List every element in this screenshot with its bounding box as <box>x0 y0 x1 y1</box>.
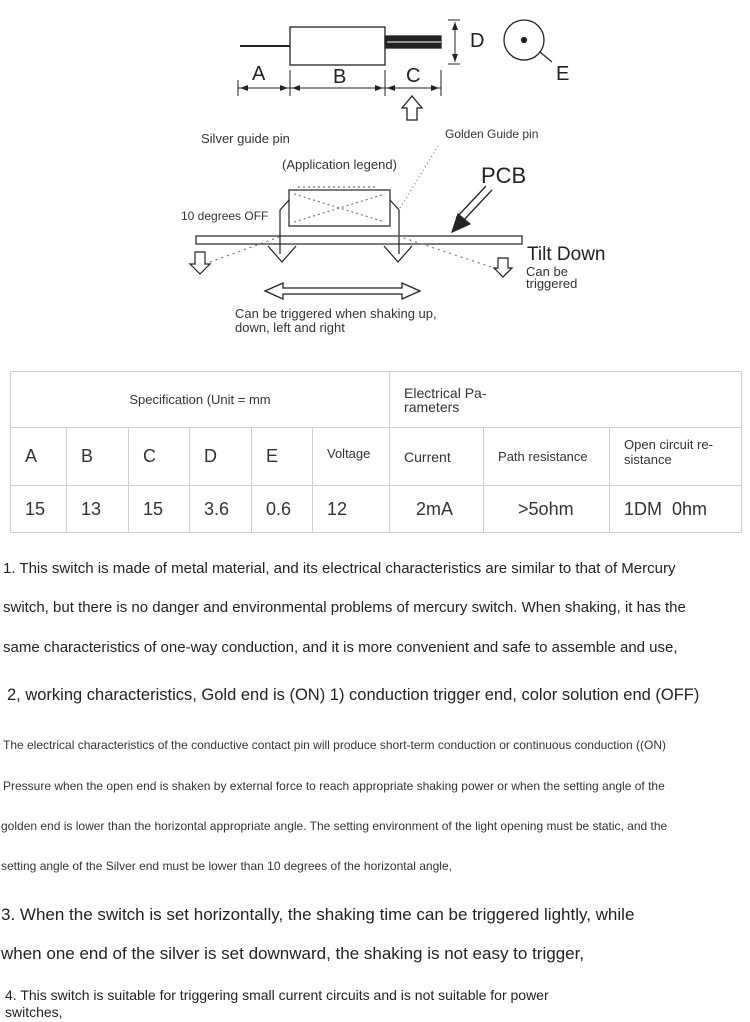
tilt-sub-label-1: Can be <box>526 264 568 279</box>
dim-label-a: A <box>252 63 266 85</box>
paragraph-2: 2, working characteristics, Gold end is (ON) 1) conduction trigger end, color solution end (OFF) <box>7 686 700 704</box>
switch-diagram <box>0 0 750 345</box>
tilt-down-label: Tilt Down <box>527 244 606 265</box>
spec-header: Specification (Unit = mm <box>11 372 390 428</box>
value-d: 3.6 <box>190 486 252 533</box>
table-group-header-row <box>11 372 742 428</box>
golden-pin-label: Golden Guide pin <box>445 127 539 141</box>
legend-label: (Application legend) <box>282 157 397 172</box>
col-header-b: B <box>67 428 129 486</box>
dim-label-b: B <box>333 66 347 88</box>
spec-table <box>10 371 742 533</box>
value-path-resistance: >5ohm <box>484 486 610 533</box>
dim-label-c: C <box>406 65 421 87</box>
col-header-a: A <box>11 428 67 486</box>
tilt-sub-label-2: triggered <box>526 276 578 291</box>
paragraph-4-line-2: when one end of the silver is set downward, the shaking is not easy to trigger, <box>1 944 585 963</box>
table-column-header-row <box>11 428 742 486</box>
paragraph-3-line-1: The electrical characteristics of the conductive contact pin will produce short-term conduction or continuous conduction ((ON) <box>3 738 666 752</box>
paragraph-3-line-3: golden end is lower than the horizontal appropriate angle. The setting environment of the light opening must be static, and the <box>1 819 668 833</box>
silver-pin-label: Silver guide pin <box>201 131 290 146</box>
paragraph-1-line-1: 1. This switch is made of metal material, and its electrical characteristics are similar to that of Mercury <box>3 560 676 577</box>
col-header-path-resistance: Path resistance <box>484 428 610 486</box>
off-label: 10 degrees OFF <box>181 209 269 223</box>
col-header-d: D <box>190 428 252 486</box>
col-header-c: C <box>129 428 190 486</box>
paragraph-1-line-3: same characteristics of one-way conduction, and it is more convenient and safe to assemble and use, <box>3 639 678 656</box>
paragraph-5-line-2: switches, <box>5 1004 63 1020</box>
shake-label-2: down, left and right <box>235 320 345 335</box>
col-header-open-circuit: Open circuit re- sistance <box>610 428 742 486</box>
pcb-label: PCB <box>481 163 527 188</box>
value-voltage: 12 <box>313 486 390 533</box>
paragraph-4-line-1: 3. When the switch is set horizontally, the shaking time can be triggered lightly, while <box>1 905 635 924</box>
value-c: 15 <box>129 486 190 533</box>
switch-body-drawing <box>238 20 552 120</box>
dim-label-d: D <box>470 30 485 52</box>
value-open-circuit: 1DM 0hm <box>610 486 742 533</box>
value-b: 13 <box>67 486 129 533</box>
value-current: 2mA <box>390 486 484 533</box>
table-row <box>11 486 742 533</box>
value-e: 0.6 <box>252 486 313 533</box>
paragraph-3-line-4: setting angle of the Silver end must be lower than 10 degrees of the horizontal angle, <box>1 859 452 873</box>
dim-label-e: E <box>556 63 570 85</box>
value-a: 15 <box>11 486 67 533</box>
elec-header: Electrical Pa- rameters <box>390 372 742 428</box>
paragraph-1-line-2: switch, but there is no danger and environmental problems of mercury switch. When shaking, it has the <box>3 599 686 616</box>
col-header-voltage: Voltage <box>313 428 390 486</box>
col-header-e: E <box>252 428 313 486</box>
shake-label-1: Can be triggered when shaking up, <box>235 306 437 321</box>
paragraph-5-line-1: 4. This switch is suitable for triggering small current circuits and is not suitable for power <box>5 987 549 1003</box>
col-header-current: Current <box>390 428 484 486</box>
paragraph-3-line-2: Pressure when the open end is shaken by external force to reach appropriate shaking power or when the setting angle of the <box>3 779 665 793</box>
